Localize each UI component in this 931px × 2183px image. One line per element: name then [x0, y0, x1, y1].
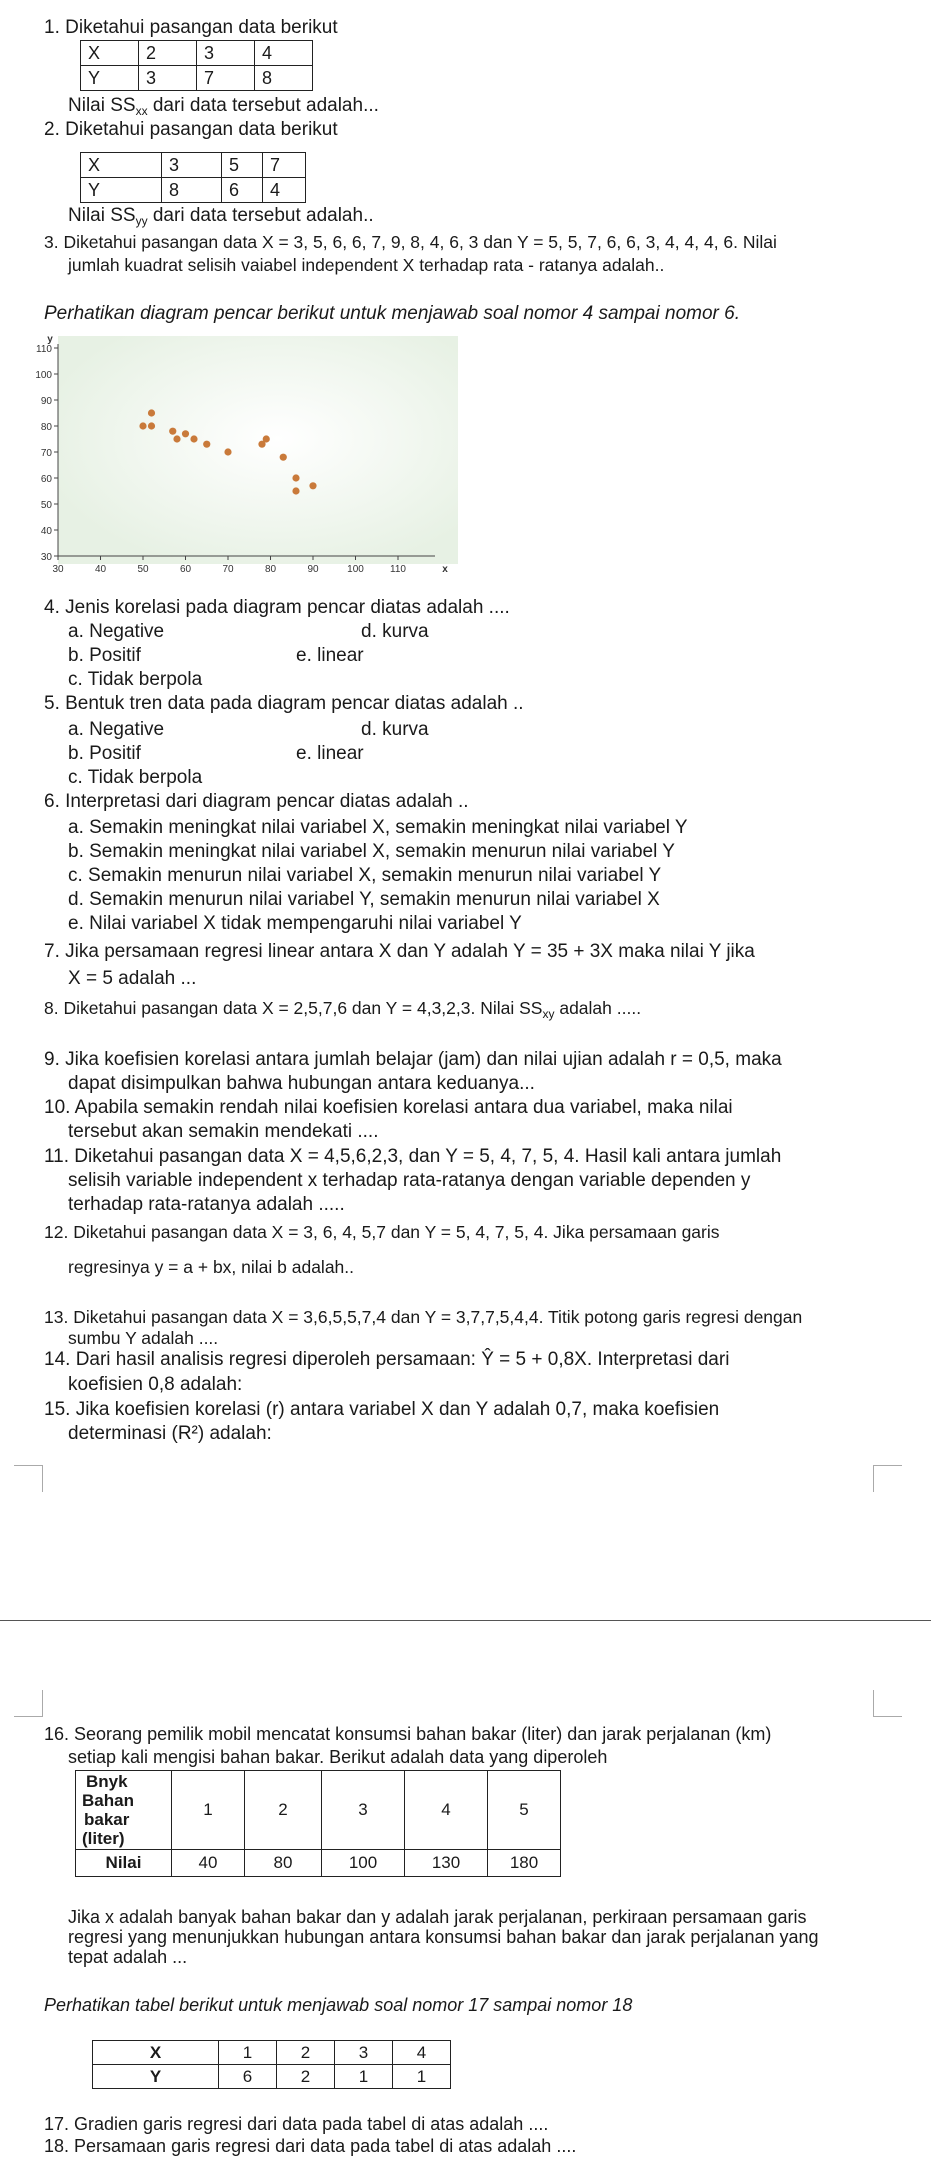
- plot-area: [58, 336, 458, 564]
- table-cell: 8: [255, 66, 313, 91]
- data-point: [263, 435, 270, 442]
- table-cell: 8: [162, 178, 222, 203]
- question-16-line1: 16. Seorang pemilik mobil mencatat konsumsi bahan bakar (liter) dan jarak perjalanan (km): [44, 1724, 772, 1744]
- subscript: xy: [542, 1007, 555, 1021]
- table-cell: 4: [393, 2041, 451, 2065]
- q16-follow-1: Jika x adalah banyak bahan bakar dan y adalah jarak perjalanan, perkiraan persamaan garis: [68, 1907, 807, 1927]
- question-9-line2: dapat disimpulkan bahwa hubungan antara keduanya...: [68, 1073, 535, 1094]
- table-cell: 1: [219, 2041, 277, 2065]
- x-tick-label: 30: [52, 564, 64, 575]
- page-divider: [0, 1620, 931, 1621]
- y-tick-label: 90: [40, 396, 52, 407]
- y-tick-label: 50: [40, 500, 52, 511]
- x-axis-label: x: [442, 564, 448, 575]
- data-point: [169, 428, 176, 435]
- q16-follow-2: regresi yang menunjukkan hubungan antara konsumsi bahan bakar dan jarak perjalanan yang: [68, 1927, 819, 1947]
- q6-option-c: c. Semakin menurun nilai variabel X, semakin menurun nilai variabel Y: [68, 865, 662, 886]
- data-point: [203, 441, 210, 448]
- q5-option-b: b. Positif: [68, 743, 141, 764]
- row-header-fuel: [76, 1771, 172, 1850]
- question-5-text: 5. Bentuk tren data pada diagram pencar diatas adalah ..: [44, 693, 524, 714]
- scatter-intro: Perhatikan diagram pencar berikut untuk menjawab soal nomor 4 sampai nomor 6.: [44, 303, 740, 324]
- table-cell: 3: [197, 41, 255, 66]
- text: Nilai SS: [68, 205, 136, 226]
- y-axis-label: y: [47, 334, 53, 345]
- question-4-text: 4. Jenis korelasi pada diagram pencar diatas adalah ....: [44, 597, 510, 618]
- table-cell: 1: [172, 1771, 245, 1850]
- table-cell: 6: [219, 2065, 277, 2089]
- table-row: [93, 2041, 451, 2065]
- table-cell: 5: [222, 153, 263, 178]
- data-point: [280, 454, 287, 461]
- table-cell: X: [81, 153, 162, 178]
- q6-option-b: b. Semakin meningkat nilai variabel X, semakin menurun nilai variabel Y: [68, 841, 675, 862]
- question-14-line1: 14. Dari hasil analisis regresi diperoleh persamaan: Ŷ = 5 + 0,8X. Interpretasi dari: [44, 1349, 730, 1370]
- table-row: [76, 1850, 561, 1877]
- table-cell: 6: [222, 178, 263, 203]
- question-10-line2: tersebut akan semakin mendekati ....: [68, 1121, 379, 1142]
- crop-mark: [873, 1690, 902, 1717]
- q5-option-a: a. Negative: [68, 719, 165, 740]
- question-8-text: [44, 996, 894, 1026]
- data-point: [173, 435, 180, 442]
- x-tick-label: 40: [94, 564, 107, 575]
- table-cell: 100: [322, 1850, 405, 1877]
- table-cell: 3: [322, 1771, 405, 1850]
- table-cell: 3: [335, 2041, 393, 2065]
- q6-option-e: e. Nilai variabel X tidak mempengaruhi nilai variabel Y: [68, 913, 522, 934]
- question-11-line2: selisih variable independent x terhadap rata-ratanya dengan variable dependen y: [68, 1170, 751, 1191]
- crop-mark: [14, 1465, 43, 1492]
- table-cell: X: [93, 2041, 219, 2065]
- q5-option-d: d. kurva: [361, 719, 429, 740]
- table-cell: 7: [263, 153, 306, 178]
- question-9-line1: 9. Jika koefisien korelasi antara jumlah belajar (jam) dan nilai ujian adalah r = 0,5, maka: [44, 1049, 782, 1070]
- question-14-line2: koefisien 0,8 adalah:: [68, 1374, 243, 1395]
- question-11-line1: 11. Diketahui pasangan data X = 4,5,6,2,3, dan Y = 5, 4, 7, 5, 4. Hasil kali antara jumlah: [44, 1146, 782, 1167]
- table-cell: 7: [197, 66, 255, 91]
- data-point: [190, 435, 197, 442]
- table-cell: 4: [405, 1771, 488, 1850]
- question-15-line2: determinasi (R²) adalah:: [68, 1423, 272, 1444]
- y-tick-label: 100: [35, 370, 52, 381]
- table-cell: Y: [93, 2065, 219, 2089]
- question-15-line1: 15. Jika koefisien korelasi (r) antara variabel X dan Y adalah 0,7, maka koefisien: [44, 1399, 720, 1420]
- table-row: [81, 153, 306, 178]
- data-point: [139, 422, 146, 429]
- q2-table: [80, 152, 306, 203]
- question-3-line2: jumlah kuadrat selisih vaiabel independent X terhadap rata - ratanya adalah..: [68, 255, 665, 275]
- crop-mark: [14, 1690, 43, 1717]
- y-tick-label: 40: [40, 526, 52, 537]
- x-tick-label: 50: [137, 564, 149, 575]
- header-line: (liter): [82, 1829, 125, 1848]
- data-point: [148, 422, 155, 429]
- table-row: [93, 2065, 451, 2089]
- q4-option-b: b. Positif: [68, 645, 141, 666]
- y-tick-label: 60: [40, 474, 52, 485]
- table-cell: 180: [488, 1850, 561, 1877]
- question-7-line2: X = 5 adalah ...: [68, 968, 197, 989]
- question-16-line2: setiap kali mengisi bahan bakar. Berikut adalah data yang diperoleh: [68, 1747, 608, 1767]
- q5-option-e: e. linear: [296, 743, 364, 764]
- data-point: [309, 482, 316, 489]
- q1-table: [80, 40, 313, 91]
- x-tick-label: 80: [264, 564, 277, 575]
- table-cell: 40: [172, 1850, 245, 1877]
- header-line: Bnyk: [86, 1772, 128, 1791]
- question-18-text: 18. Persamaan garis regresi dari data pada tabel di atas adalah ....: [44, 2136, 577, 2156]
- scatter-chart: [35, 334, 465, 584]
- q4-option-d: d. kurva: [361, 621, 429, 642]
- table-cell: 4: [263, 178, 306, 203]
- table-row: [81, 178, 306, 203]
- q4-option-e: e. linear: [296, 645, 364, 666]
- question-17-text: 17. Gradien garis regresi dari data pada tabel di atas adalah ....: [44, 2114, 549, 2134]
- q17-table: [92, 2040, 451, 2089]
- q6-option-d: d. Semakin menurun nilai variabel Y, semakin menurun nilai variabel X: [68, 889, 660, 910]
- x-tick-label: 100: [347, 564, 364, 575]
- question-13-line2: sumbu Y adalah ....: [68, 1328, 219, 1348]
- y-tick-label: 30: [40, 552, 52, 563]
- q4-option-a: a. Negative: [68, 621, 165, 642]
- x-tick-label: 60: [179, 564, 192, 575]
- table-cell: Y: [81, 66, 139, 91]
- y-tick-label: 70: [40, 448, 52, 459]
- question-7-line1: 7. Jika persamaan regresi linear antara X dan Y adalah Y = 35 + 3X maka nilai Y jika: [44, 941, 755, 962]
- q6-option-a: a. Semakin meningkat nilai variabel X, semakin meningkat nilai variabel Y: [68, 817, 688, 838]
- y-tick-label: 80: [40, 422, 52, 433]
- question-12-line1: 12. Diketahui pasangan data X = 3, 6, 4, 5,7 dan Y = 5, 4, 7, 5, 4. Jika persamaan garis: [44, 1222, 720, 1242]
- data-point: [182, 430, 189, 437]
- table-cell: 2: [277, 2065, 335, 2089]
- question-6-text: 6. Interpretasi dari diagram pencar diatas adalah ..: [44, 791, 469, 812]
- q16-table: [75, 1770, 561, 1877]
- x-tick-label: 110: [390, 564, 406, 575]
- table-row: [81, 66, 313, 91]
- y-tick-label: 110: [36, 344, 52, 355]
- table-cell: 2: [245, 1771, 322, 1850]
- question-13-line1: 13. Diketahui pasangan data X = 3,6,5,5,7,4 dan Y = 3,7,7,5,4,4. Titik potong garis regresi dengan: [44, 1307, 803, 1327]
- text: 8. Diketahui pasangan data X = 2,5,7,6 dan Y = 4,3,2,3. Nilai SS: [44, 998, 543, 1018]
- x-tick-label: 70: [222, 564, 234, 575]
- question-1-text: 1. Diketahui pasangan data berikut: [44, 17, 338, 38]
- crop-mark: [873, 1465, 902, 1492]
- table-cell: 130: [405, 1850, 488, 1877]
- subscript: xx: [135, 104, 148, 118]
- table-intro: Perhatikan tabel berikut untuk menjawab soal nomor 17 sampai nomor 18: [44, 1995, 633, 2015]
- row-header-value: Nilai: [76, 1850, 172, 1877]
- text: dari data tersebut adalah...: [147, 95, 379, 116]
- text: adalah .....: [554, 998, 642, 1018]
- data-point: [224, 448, 231, 455]
- table-cell: 1: [393, 2065, 451, 2089]
- table-cell: 2: [277, 2041, 335, 2065]
- x-tick-label: 90: [307, 564, 319, 575]
- question-11-line3: terhadap rata-ratanya adalah .....: [68, 1194, 345, 1215]
- text: dari data tersebut adalah..: [147, 205, 374, 226]
- table-cell: X: [81, 41, 139, 66]
- q4-option-c: c. Tidak berpola: [68, 669, 203, 690]
- q2-followup: [68, 204, 374, 233]
- subscript: yy: [135, 214, 148, 228]
- table-row: [76, 1771, 561, 1850]
- table-cell: 80: [245, 1850, 322, 1877]
- question-2-text: 2. Diketahui pasangan data berikut: [44, 119, 338, 140]
- data-point: [148, 409, 155, 416]
- question-3-line1: 3. Diketahui pasangan data X = 3, 5, 6, 6, 7, 9, 8, 4, 6, 3 dan Y = 5, 5, 7, 6, 6, 3, 4, 4, 4, 6. Nilai: [44, 232, 777, 252]
- header-line: Bahan: [82, 1791, 134, 1810]
- question-12-line2: regresinya y = a + bx, nilai b adalah..: [68, 1257, 355, 1277]
- table-cell: 2: [139, 41, 197, 66]
- table-cell: 3: [162, 153, 222, 178]
- table-cell: 4: [255, 41, 313, 66]
- header-line: bakar: [84, 1810, 130, 1829]
- table-cell: 5: [488, 1771, 561, 1850]
- table-cell: Y: [81, 178, 162, 203]
- text: Nilai SS: [68, 95, 136, 116]
- data-point: [292, 487, 299, 494]
- q16-follow-3: tepat adalah ...: [68, 1947, 188, 1967]
- table-row: [81, 41, 313, 66]
- table-cell: 3: [139, 66, 197, 91]
- question-10-line1: 10. Apabila semakin rendah nilai koefisien korelasi antara dua variabel, maka nilai: [44, 1097, 733, 1118]
- q5-option-c: c. Tidak berpola: [68, 767, 203, 788]
- data-point: [292, 474, 299, 481]
- table-cell: 1: [335, 2065, 393, 2089]
